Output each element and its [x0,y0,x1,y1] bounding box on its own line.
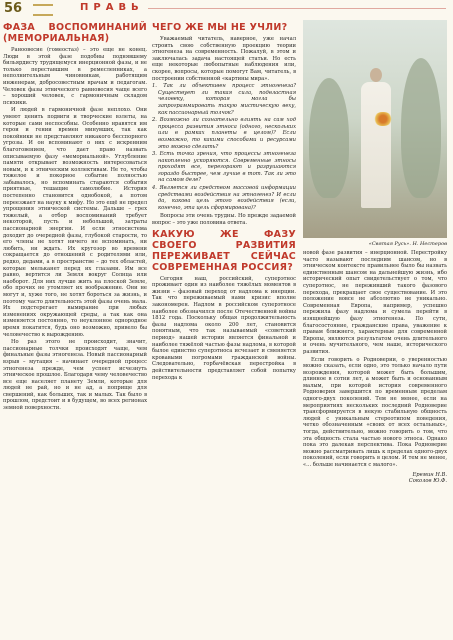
flowers-shape [373,112,393,126]
author-2: Соколов Ю.Ф. [408,478,447,485]
tree-shape [309,78,349,198]
paragraph: Но раз этого не происходит, значит, пассионарные толчки происходят чаще, чем финальные фазы этногенеза. Новый пассионарный взрыв – мутация – начинает очередной процесс этногенеза прежде, чем успеет исчезнуть этническое прошлое. Благодаря чему человечество все еще населяет планету Земли, которые для людей не рай, но и не ад, а поприще для свершений, как больших, так и малых. Так было в прошлом, предстоит и в будущем, во всех регионах земной поверхности. [3,339,147,412]
column-1 [3,20,147,413]
paragraph: новой фазе развития – инерционной. Перестройку часто называют последним шансом, но в этническом контексте правильнее было бы назвать единственным шансом на дальнейшую жизнь, ибо исторический опыт свидетельствует о том, что суперэтнос, не переживший такого фазового перехода, прекращает свое существование. И это положение вовсе не абсолютно не уникально. Современная Европа, например, успешно пережила фазу надлома и сумела перейти в изящнейшую фазу этногенеза. По сути, благосостояние, гражданские права, уважение к правам ближнего, характерные для современной Европы, являются результатом очень длительного и очень мучительного, чем наше, исторического развития. [303,250,447,355]
image-caption: «Святая Русь». Н. Нестеров [368,241,447,247]
author-signature [303,472,447,485]
tree-shape [401,58,441,198]
heading-memorial-phase: ФАЗА ВОСПОМИНАНИЙ (МЕМОРИАЛЬНАЯ) [3,22,147,44]
column-2 [152,20,296,382]
paragraph: Раноовесие (гомеостаз) – это еще не конец. Люди в этой фазе подобны поднявшему бильярдисту трудящемуся инерционной фазы, и не только переставшим в ремесленниках, а неполнительным чиновникам, работящим инженерам, добросовестным врачам и педагогам. Человек фазы этнического равновесия чаще всего – хороший человек, с гармоничным складом психики. [3,47,147,106]
figure-dress [361,82,391,208]
paragraph: Сегодня наш, российский, суперэтнос проживает один из наиболее тяжёлых моментов в жизни – фазовый переход от надлома к инерции. Так что переживаемый нами кризис вполне закономерен. Надлом в российском суперэтносе наиболее обозначился после Отечественной войны 1812 года. Поскольку общая продолжительность фазы надлома около 200 лет, становится понятным, что так называемый «советский период» нашей истории является финальной и наиболее тяжёлой частью фазы надлома, в которой былое единство суперэтноса исчезает и сменяется кровавыми погромами гражданской войны. Следовательно, горбачёвская перестройка в действительности представляет собой попытку перехода к [152,275,296,381]
section-title: ПРАВЬ [80,2,144,13]
heading-what-missed: ЧЕГО ЖЕ МЫ НЕ УЧЛИ? [152,22,288,33]
list-item: 4. Является ли средством массовой информации средствами воздействия на этногенез? И если да, какова цель этого воздействия (если, конечно, эта цель сформирована)? [152,185,296,211]
list-item: 2. Возможно ли сознательно влиять на сам ход процесса развития этноса (одного, нескольких или в рамках планеты в целом)? Если возможно, то какими способами и ресурсами это можно сделать? [152,117,296,150]
header-ornament [33,4,53,16]
question-list [152,83,296,211]
heading-russia-phase: КАКУЮ ЖЕ ФАЗУ СВОЕГО РАЗВИТИЯ ПЕРЕЖИВАЕТ СЕЙЧАС СОВРЕМЕННАЯ РОССИЯ? [152,228,296,273]
paragraph: Если говорить о Родноверии, о уверенностью можно сказать, если одно, это только начало пути возрождения, которой может быть большим, длинное в сотни лет, а может быть и основанным малым, при которой история современного Родноверия завершится по временным пределам одного-двух поколений. Тем не менее, если на мероприятиях нескольких последний Родноверие трансформируется в некую стабильную общность людей с уникальным стереотипом поведения, четко обозначенным «своих от всех остальных», тогда, действительно, можно говорить о том, что эта общность стала частью нового этноса. Однако пока это далекая перспектива. Пока Родноверие можно рассматривать лишь к пределах одного-двух поколений, если говорить в целом. И тем не менее, «... больше начинается с малого». [303,356,447,468]
page-number: 56 [4,1,23,16]
column-3 [303,250,447,485]
list-item: 3. Есть точка зрения, что процессы этногенеза накопленно ускоряются. Современные этносы проходят все, перегорают и разрушаются гораздо быстрее, чем лучше в тот. Так ли это на самом деле? [152,151,296,184]
list-item: 1. Так ли объективен процесс этногенеза? Существует ли такая сила, подвластная человеку, которая могла бы запрограммировать такую мистическую веху, как пассионарный толчок? [152,83,296,116]
painting-holy-rus [303,20,447,238]
page-header [0,0,453,16]
paragraph: Уважаемый читатель, наверное, уже начал строить свою собственную проекцию теории этногенеза на современность. Пожалуй, в этом и заключалась задача настоящей статьи. Но есть еще некоторые любопытные наблюдения или, скорее, вопросы, которые помогут Вам, читатель, в построении собственной «картины мира». [152,36,296,82]
woman-figure [361,68,391,208]
author-1: Еремин Н.В. [412,471,447,478]
paragraph: И людей в гармоничной фазе неплохо. Они умеют ценить подвиги и творческие взлеты, на которые сами неспособны. Особенно нравятся им герои и гении времен минувших, так как покойники не представляют никакого бесспорного угрозы. И он вспоминают о них с искренним благоговением, что дает право назвать описываемую фазу «мемориальной». Углубление памяти открывает возможность интересоваться новым, и к этническим коллективам. Не то, чтобы тяжелое и покорное событие полностью забывалось, но вспоминать стараются события приятные, тешащие самолюбие. История постепенно становится однобокой, а потом переезжает на науку к мифу. Но это ещё не предел упрощения этнической системы. Дальше – грех тяжелый, а отбор воспоминаний требует некоторой, пусть и небольшой, затраты пассионарной энергии. И если этносистема доходит до очередной фазы, глубокой старости, то его члены не хотят ничего не вспоминать, ни любить, ни ждать. Их кругозор во времени сокращается до отношений с родителями или, редко, дедами, а в пространстве – до тех областей, которые мельканет перед их глазами. Им все равно, вертится ли Земля вокруг Солнца или наоборот. Для них лучше жить на плоской Земле, обо прочих не утомляет их воображение. Они не могут и, хуже того, не хотят бороться за жизнь, и поэтому часто длительность этой фазы очень мала. Их подстерегает вымирание при любых изменениях окружающей среды, а так как она изменяется постоянно, то неуклонное однородное время покатится, будь оно возможно, привело бы человечество к вырождению. [3,107,147,338]
figure-head [370,68,382,82]
paragraph: Вопросы эти очень трудны. Но прежде задаемой вопрос – это уже половина ответа. [152,213,296,227]
header-rule [148,8,446,9]
